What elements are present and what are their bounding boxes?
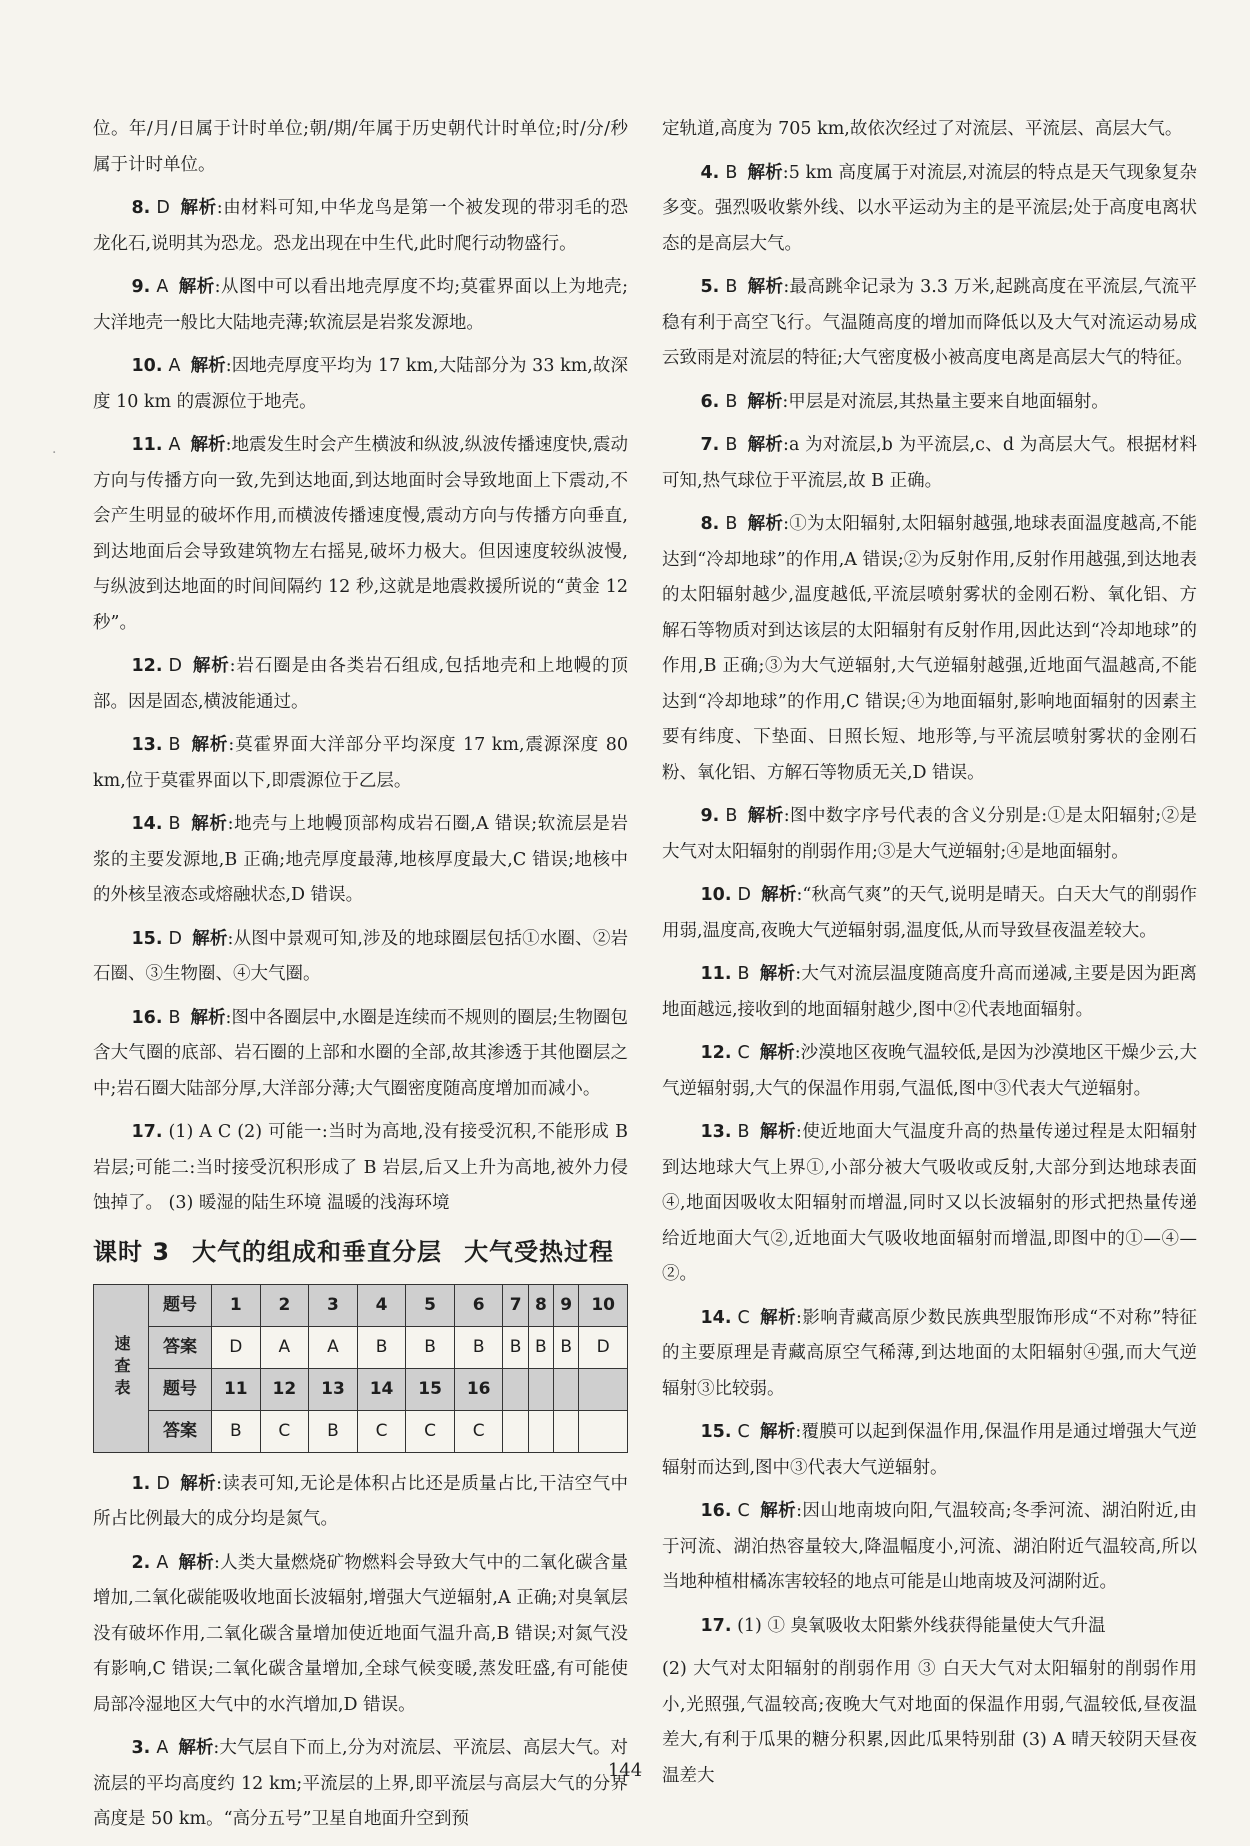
question-number: 9. (700, 806, 720, 826)
left-answer-list (93, 191, 628, 1222)
answer-letter: A (156, 277, 169, 297)
analysis-label: 解析 (747, 391, 783, 412)
answer-letter: A (168, 356, 181, 376)
table-empty-cell (554, 1368, 579, 1410)
page-number: 144 (607, 1760, 643, 1781)
table-answer: B (357, 1326, 406, 1368)
analysis-text: :读表可知,无论是体积占比还是质量占比,干洁空气中所占比例最大的成分均是氮气。 (93, 1473, 628, 1529)
table-answer: C (260, 1410, 309, 1452)
table-answer: B (309, 1410, 358, 1452)
analysis-text: :甲层是对流层,其热量主要来自地面辐射。 (782, 391, 1109, 412)
answer-letter: D (168, 928, 182, 949)
analysis-text: :覆膜可以起到保温作用,保温作用是通过增强大气逆辐射而达到,图中③代表大气逆辐射。 (662, 1422, 1197, 1478)
analysis-label: 解析 (759, 1422, 796, 1442)
right-column (662, 112, 1197, 1802)
analysis-label: 解析 (747, 435, 784, 455)
margin-mark: · (52, 445, 57, 461)
table-q-num: 6 (454, 1284, 503, 1326)
answer-item (93, 1467, 628, 1538)
analysis-label: 解析 (747, 514, 784, 534)
question-number: 17. (700, 1615, 732, 1636)
analysis-label: 解析 (747, 162, 783, 183)
analysis-label: 解析 (190, 1007, 226, 1028)
answer-item (662, 1609, 1197, 1645)
table-answer: A (309, 1326, 358, 1368)
answer-item (93, 1115, 628, 1222)
left-answer-list-2 (93, 1467, 628, 1838)
analysis-text: :影响青藏高原少数民族典型服饰形成“不对称”特征的主要原理是青藏高原空气稀薄,到达地面的太阳辐射④强,而大气逆辐射③比较弱。 (662, 1307, 1197, 1399)
answer-letter: D (156, 1473, 170, 1494)
answer-letter: B (168, 735, 181, 755)
analysis-text: :地震发生时会产生横波和纵波,纵波传播速度快,震动方向与传播方向一致,先到达地面,到达地面时会导致地面上下震动,不会产生明显的破坏作用,而横波传播速度慢,震动方向与传播方向垂直,到达地面后会导致建筑物左右摇晃,破坏力极大。但因速度较纵波慢,与纵波到达地面的时间间隔约 12 秒,这就是地震救援所说的“黄金 12 秒”。 (93, 435, 628, 633)
table-q-num: 5 (406, 1284, 455, 1326)
analysis-text: :①为太阳辐射,太阳辐射越强,地球表面温度越高,不能达到“冷却地球”的作用,A 错误;②为反射作用,反射作用越强,到达地表的太阳辐射越少,温度越低,平流层喷射雾状的金刚石粉、氧化铝、方解石等物质对到达该层的太阳辐射有反射作用,因此达到“冷却地球”的作用,B 正确;③为大气逆辐射,大气逆辐射越强,近地面气温越高,不能达到“冷却地球”的作用,C 错误;④为地面辐射,影响地面辐射的因素主要有纬度、下垫面、日照长短、地形等,与平流层喷射雾状的金刚石粉、氧化铝、方解石等物质无关,D 错误。 (662, 514, 1197, 783)
table-q-num: 11 (212, 1368, 261, 1410)
question-number: 8. (700, 514, 720, 534)
analysis-text: :从图中可以看出地壳厚度不均;莫霍界面以上为地壳;大洋地壳一般比大陆地壳薄;软流层是岩浆发源地。 (93, 277, 629, 333)
table-q-num: 8 (528, 1284, 553, 1326)
answer-item (93, 649, 628, 720)
table-a-label: 答案 (149, 1326, 212, 1368)
right-tail: (2) 大气对太阳辐射的削弱作用 ③ 白天大气对太阳辐射的削弱作用小,光照强,气温较高;夜晚大气对地面的保温作用弱,气温较低,昼夜温差大,有利于瓜果的糖分积累,因此瓜果特别甜 (3) A 晴天较阴天昼夜温差大 (662, 1659, 1197, 1786)
table-q-num: 10 (579, 1284, 628, 1326)
question-number: 16. (131, 1007, 163, 1028)
answer-letter: B (725, 277, 738, 297)
table-q-label: 题号 (149, 1284, 212, 1326)
analysis-text: :大气对流层温度随高度升高而递减,主要是因为距离地面越远,接收到的地面辐射越少,图中②代表地面辐射。 (662, 964, 1197, 1020)
answer-item (662, 270, 1197, 377)
table-answer: D (579, 1326, 628, 1368)
answer-letter: D (156, 198, 170, 218)
question-number: 1. (131, 1473, 151, 1494)
quick-table-side-label: 速查表 (94, 1284, 149, 1452)
answer-item (93, 1546, 628, 1724)
answer-item (662, 799, 1197, 870)
question-number: 13. (131, 735, 163, 755)
answer-letter: A (168, 435, 181, 455)
table-q-num: 4 (357, 1284, 406, 1326)
answer-item (662, 1494, 1197, 1601)
table-q-label: 题号 (149, 1368, 212, 1410)
analysis-text: :地壳与上地幔顶部构成岩石圈,A 错误;软流层是岩浆的主要发源地,B 正确;地壳厚度最薄,地核厚度最大,C 错误;地核中的外核呈液态或熔融状态,D 错误。 (93, 814, 628, 905)
answer-item (93, 728, 628, 799)
answer-letter: C (737, 1501, 750, 1521)
table-q-num: 1 (212, 1284, 261, 1326)
answer-item (93, 349, 628, 420)
analysis-label: 解析 (179, 198, 217, 218)
answer-item (662, 1301, 1197, 1408)
table-answer: B (212, 1410, 261, 1452)
table-q-num: 14 (357, 1368, 406, 1410)
analysis-label: 解析 (759, 1501, 797, 1521)
answer-item (93, 428, 628, 641)
question-number: 2. (131, 1552, 151, 1573)
analysis-text: :5 km 高度属于对流层,对流层的特点是天气现象复杂多变。强烈吸收紫外线、以水平运动为主的是平流层;处于高度电离状态的是高层大气。 (662, 162, 1197, 254)
question-number: 4. (700, 162, 720, 183)
question-number: 16. (700, 1501, 732, 1521)
answer-letter: C (737, 1043, 750, 1063)
question-number: 11. (131, 435, 163, 455)
table-q-num: 7 (503, 1284, 528, 1326)
answer-letter: B (725, 806, 738, 826)
analysis-text: :使近地面大气温度升高的热量传递过程是太阳辐射到达地球大气上界①,小部分被大气吸收或反射,大部分到达地球表面④,地面因吸收太阳辐射而增温,同时又以长波辐射的形式把热量传递给近地面大气②,近地面大气吸收地面辐射而增温,即图中的①—④—②。 (662, 1122, 1197, 1284)
answer-letter: A (156, 1738, 169, 1758)
answer-letter: B (725, 435, 738, 455)
question-number: 3. (131, 1738, 151, 1758)
analysis-text: :“秋高气爽”的天气,说明是晴天。白天大气的削弱作用弱,温度高,夜晚大气逆辐射弱,温度低,从而导致昼夜温差较大。 (662, 885, 1197, 941)
answer-item (662, 878, 1197, 949)
table-answer: B (503, 1326, 528, 1368)
lesson-topic-2: 大气受热过程 (464, 1237, 615, 1266)
answer-item (662, 957, 1197, 1028)
answer-letter: B (737, 964, 750, 984)
question-number: 12. (131, 656, 163, 676)
analysis-text: :因地壳厚度平均为 17 km,大陆部分为 33 km,故深度 10 km 的震源位于地壳。 (93, 356, 628, 412)
table-answer: B (406, 1326, 455, 1368)
analysis-label: 解析 (759, 1043, 795, 1063)
lesson-topic-1: 大气的组成和垂直分层 (192, 1237, 443, 1266)
analysis-label: 解析 (190, 356, 226, 376)
table-q-num: 2 (260, 1284, 309, 1326)
answer-item (662, 1115, 1197, 1293)
analysis-text: :因山地南坡向阳,气温较高;冬季河流、湖泊附近,由于河流、湖泊热容量较大,降温幅度小,河流、湖泊附近气温较高,所以当地种植柑橘冻害较轻的地点可能是山地南坡及河湖附近。 (662, 1501, 1198, 1592)
question-number: 5. (700, 277, 720, 297)
table-answer: B (454, 1326, 503, 1368)
analysis-text: :大气层自下而上,分为对流层、平流层、高层大气。对流层的平均高度约 12 km;平流层的上界,即平流层与高层大气的分界高度是 50 km。“高分五号”卫星自地面升空到预 (93, 1738, 629, 1829)
analysis-label: 解析 (192, 656, 230, 676)
analysis-text: (1) ① 臭氧吸收太阳紫外线获得能量使大气升温 (737, 1615, 1106, 1636)
answer-item (662, 1036, 1197, 1107)
table-empty-cell (554, 1410, 579, 1452)
question-number: 10. (700, 885, 732, 905)
answer-item (662, 507, 1197, 791)
question-number: 17. (131, 1122, 163, 1142)
question-number: 10. (131, 356, 163, 376)
analysis-text: :从图中景观可知,涉及的地球圈层包括①水圈、②岩石圈、③生物圈、④大气圈。 (93, 928, 628, 984)
table-empty-cell (528, 1368, 553, 1410)
analysis-text: :最高跳伞记录为 3.3 万米,起跳高度在平流层,气流平稳有利于高空飞行。气温随高度的增加而降低以及大气对流运动易成云致雨是对流层的特征;大气密度极小被高度电离是高层大气的特征。 (662, 277, 1197, 368)
analysis-label: 解析 (178, 277, 215, 297)
analysis-label: 解析 (179, 1473, 217, 1494)
table-a-label: 答案 (149, 1410, 212, 1452)
table-answer: C (406, 1410, 455, 1452)
lesson-number: 课时 3 (93, 1237, 171, 1266)
table-empty-cell (579, 1368, 628, 1410)
table-empty-cell (528, 1410, 553, 1452)
analysis-label: 解析 (190, 735, 229, 755)
left-column (93, 112, 628, 1846)
table-q-num: 16 (454, 1368, 503, 1410)
question-number: 8. (131, 198, 151, 218)
analysis-text: :沙漠地区夜晚气温较低,是因为沙漠地区干燥少云,大气逆辐射弱,大气的保温作用弱,气温低,图中③代表大气逆辐射。 (662, 1043, 1197, 1099)
analysis-label: 解析 (759, 1307, 797, 1328)
question-number: 14. (700, 1307, 732, 1328)
answer-item (93, 270, 628, 341)
analysis-label: 解析 (747, 277, 784, 297)
table-q-num: 9 (554, 1284, 579, 1326)
table-empty-cell (579, 1410, 628, 1452)
right-intro: 定轨道,高度为 705 km,故依次经过了对流层、平流层、高层大气。 (662, 119, 1183, 139)
analysis-label: 解析 (759, 1122, 796, 1142)
question-number: 11. (700, 964, 732, 984)
question-number: 15. (700, 1422, 732, 1442)
lesson-title (93, 1234, 628, 1270)
analysis-label: 解析 (190, 435, 226, 455)
table-empty-cell (503, 1410, 528, 1452)
answer-letter: D (168, 656, 182, 676)
answer-item (662, 428, 1197, 499)
analysis-text: :莫霍界面大洋部分平均深度 17 km,震源深度 80 km,位于莫霍界面以下,即震源位于乙层。 (93, 735, 628, 791)
answer-letter: B (725, 391, 738, 412)
analysis-text: (1) A C (2) 可能一:当时为高地,没有接受沉积,不能形成 B 岩层;可能二:当时接受沉积形成了 B 岩层,后又上升为高地,被外力侵蚀掉了。 (3) 暖湿的陆生环境 温暖的浅海环境 (93, 1122, 628, 1213)
table-empty-cell (503, 1368, 528, 1410)
question-number: 9. (131, 277, 151, 297)
table-answer: C (357, 1410, 406, 1452)
analysis-text: :图中各圈层中,水圈是连续而不规则的圈层;生物圈包含大气圈的底部、岩石圈的上部和水圈的全部,故其渗透于其他圈层之中;岩石圈大陆部分厚,大洋部分薄;大气圈密度随高度增加而减小。 (93, 1007, 628, 1099)
answer-letter: B (168, 814, 181, 834)
analysis-label: 解析 (761, 885, 797, 905)
answer-item (93, 807, 628, 914)
analysis-label: 解析 (759, 964, 796, 984)
answer-item (93, 922, 628, 993)
table-q-num: 15 (406, 1368, 455, 1410)
table-answer: B (554, 1326, 579, 1368)
table-q-num: 12 (260, 1368, 309, 1410)
analysis-text: :岩石圈是由各类岩石组成,包括地壳和上地幔的顶部。因是固态,横波能通过。 (93, 656, 629, 712)
left-intro: 位。年/月/日属于计时单位;朝/期/年属于历史朝代计时单位;时/分/秒属于计时单位。 (93, 119, 628, 175)
quick-answer-table (93, 1284, 628, 1453)
question-number: 13. (700, 1122, 732, 1142)
analysis-text: :图中数字序号代表的含义分别是:①是太阳辐射;②是大气对太阳辐射的削弱作用;③是大气逆辐射;④是地面辐射。 (662, 806, 1198, 862)
question-number: 7. (700, 435, 720, 455)
answer-item (93, 191, 628, 262)
answer-item (93, 1001, 628, 1108)
answer-item (662, 1415, 1197, 1486)
table-q-num: 13 (309, 1368, 358, 1410)
table-q-num: 3 (309, 1284, 358, 1326)
analysis-label: 解析 (192, 928, 228, 949)
analysis-text: :由材料可知,中华龙鸟是第一个被发现的带羽毛的恐龙化石,说明其为恐龙。恐龙出现在中生代,此时爬行动物盛行。 (93, 198, 628, 254)
answer-item (93, 1731, 628, 1838)
answer-letter: D (737, 885, 751, 905)
table-answer: C (454, 1410, 503, 1452)
analysis-text: :人类大量燃烧矿物燃料会导致大气中的二氧化碳含量增加,二氧化碳能吸收地面长波辐射,增强大气逆辐射,A 正确;对臭氧层没有破坏作用,二氧化碳含量增加使近地面气温升高,B 错误;对氮气没有影响,C 错误;二氧化碳含量增加,全球气候变暖,蒸发旺盛,有可能使局部冷湿地区大气中的水汽增加,D 错误。 (93, 1552, 628, 1715)
answer-letter: C (737, 1307, 750, 1328)
question-number: 15. (131, 928, 163, 949)
analysis-label: 解析 (747, 806, 784, 826)
analysis-label: 解析 (178, 1738, 214, 1758)
answer-letter: A (156, 1552, 169, 1573)
right-answer-list (662, 156, 1197, 1645)
answer-letter: B (725, 162, 738, 183)
analysis-label: 解析 (190, 814, 228, 834)
answer-item (662, 156, 1197, 263)
answer-letter: B (725, 514, 738, 534)
answer-item (662, 385, 1197, 421)
question-number: 6. (700, 391, 720, 412)
question-number: 14. (131, 814, 163, 834)
question-number: 12. (700, 1043, 732, 1063)
answer-letter: B (737, 1122, 750, 1142)
analysis-text: :a 为对流层,b 为平流层,c、d 为高层大气。根据材料可知,热气球位于平流层,故 B 正确。 (662, 435, 1197, 491)
table-answer: B (528, 1326, 553, 1368)
table-answer: A (260, 1326, 309, 1368)
analysis-label: 解析 (178, 1552, 215, 1573)
answer-letter: B (168, 1007, 181, 1028)
table-answer: D (212, 1326, 261, 1368)
answer-letter: C (737, 1422, 750, 1442)
